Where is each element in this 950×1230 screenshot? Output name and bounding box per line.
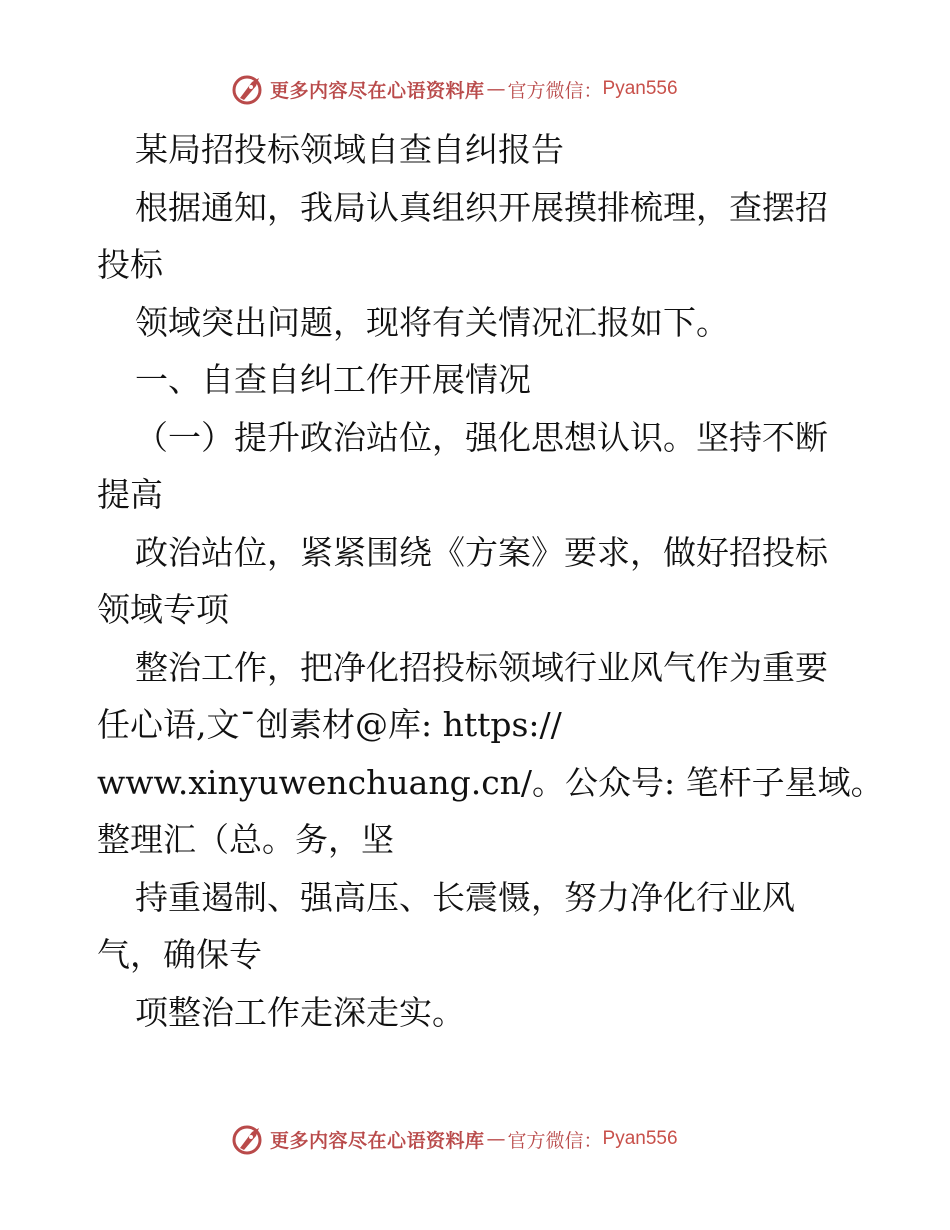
pen-nib-logo-icon [232,72,266,106]
paragraph-line: 提高 [97,475,163,514]
banner-wechat-id: Pyan556 [602,78,678,99]
paragraph-line: 整治工作，把净化招投标领域行业风气作为重要 [135,647,828,687]
document-body [97,121,884,1041]
header-banner [232,71,732,107]
banner-wechat-id: Pyan556 [602,1128,678,1149]
banner-separator: — [486,1128,506,1150]
banner-separator: — [486,78,506,100]
paragraph-line: 政治站位，紧紧围绕《方案》要求，做好招投标 [135,532,828,572]
document-title: 某局招投标领域自查自纠报告 [135,130,564,169]
paragraph-line: 持重遏制、强高压、长震慑，努力净化行业风 [135,877,795,917]
pen-nib-logo-icon [232,1122,266,1156]
banner-brand: 更多内容尽在心语资料库 [270,1129,485,1152]
paragraph-line: 气，确保专 [97,935,262,974]
paragraph-line: 领域突出问题，现将有关情况汇报如下。 [135,302,729,342]
footer-banner [232,1121,732,1157]
paragraph-line: 项整治工作走深走实。 [135,992,465,1032]
banner-wechat-label: 官方微信： [507,1129,603,1152]
paragraph-line: 任心语,文¯创素材@库: https:// [97,705,562,744]
paragraph-line: 根据通知，我局认真组织开展摸排梳理，查摆招 [135,187,828,227]
paragraph-line: 整理汇（总。务，坚 [97,820,394,859]
banner-brand: 更多内容尽在心语资料库 [270,79,485,102]
paragraph-line: 领域专项 [97,590,229,629]
subsection-heading: （一）提升政治站位，强化思想认识。坚持不断 [135,417,828,457]
paragraph-line: www.xinyuwenchuang.cn/。公众号: 笔杆子星域。 [97,762,884,802]
banner-wechat-label: 官方微信： [507,79,603,102]
paragraph-line: 投标 [97,245,163,284]
section-heading: 一、自查自纠工作开展情况 [135,360,531,399]
